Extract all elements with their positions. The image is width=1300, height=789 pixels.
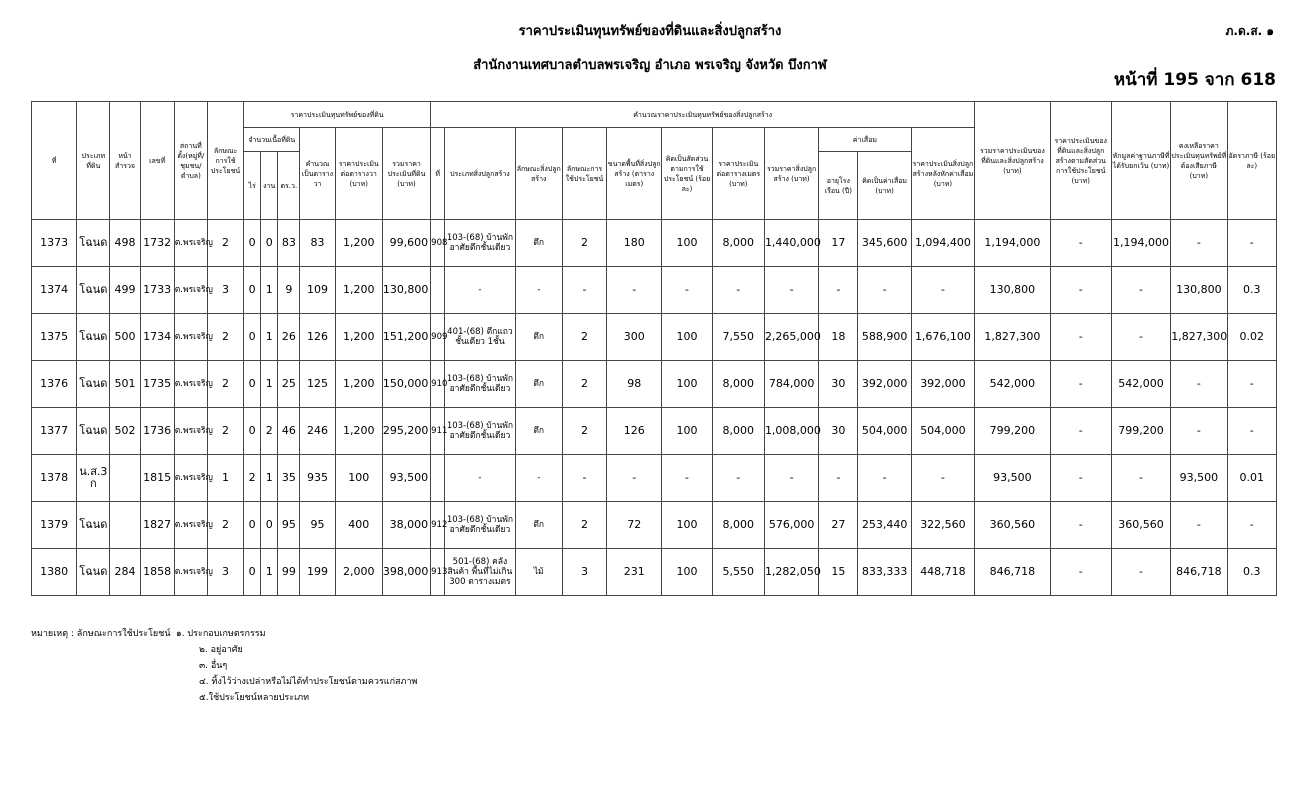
cell-ratio-value: - [1050,267,1111,314]
cell-ratio-value: - [1050,408,1111,455]
cell-b-ratio: 100 [662,361,712,408]
cell-age: 15 [819,549,858,596]
cell-b-total: 1,008,000 [764,408,818,455]
col-tax-rate: อัตราภาษี (ร้อยละ) [1227,102,1277,220]
cell-b-price: - [712,455,764,502]
cell-grand: 93,500 [975,455,1050,502]
cell-sqwa: 125 [300,361,335,408]
cell-b-ratio: 100 [662,314,712,361]
cell-land-total: 151,200 [382,314,430,361]
cell-location: ต.พรเจริญ [174,455,207,502]
cell-b-ratio: 100 [662,408,712,455]
cell-b-ratio: 100 [662,549,712,596]
cell-b-area: - [607,455,662,502]
cell-b-type: 501-(68) คลังสินค้า พื้นที่ไม่เกิน 300 ตารางเมตร [445,549,515,596]
cell-wa: 95 [278,502,300,549]
notes-label: หมายเหตุ : ลักษณะการใช้ประโยชน์ [31,629,171,639]
cell-location: ต.พรเจริญ [174,220,207,267]
table-row [32,267,1277,314]
cell-deduct: - [1111,267,1170,314]
cell-deed: 1827 [140,502,174,549]
cell-age: - [819,267,858,314]
cell-usage: 2 [207,220,243,267]
cell-sqwa: 199 [300,549,335,596]
cell-b-type: 103-(68) บ้านพักอาศัยตึกชั้นเดียว [445,220,515,267]
cell-usage: 2 [207,502,243,549]
cell-dep: 588,900 [858,314,911,361]
cell-land-total: 295,200 [382,408,430,455]
cell-after-dep: 1,676,100 [911,314,974,361]
cell-location: ต.พรเจริญ [174,267,207,314]
cell-b-area: 180 [607,220,662,267]
cell-wa: 25 [278,361,300,408]
cell-dep: 253,440 [858,502,911,549]
cell-after-dep: 322,560 [911,502,974,549]
cell-deed: 1732 [140,220,174,267]
cell-remaining: 846,718 [1171,549,1227,596]
cell-price: 1,200 [335,220,382,267]
cell-land-type: โฉนด [77,361,110,408]
cell-no: 1379 [32,502,77,549]
cell-land-total: 38,000 [382,502,430,549]
cell-location: ต.พรเจริญ [174,408,207,455]
cell-land-total: 130,800 [382,267,430,314]
cell-wa: 26 [278,314,300,361]
cell-b-price: 7,550 [712,314,764,361]
col-b-no: ที่ [431,128,445,220]
col-land-total: รวมราคาประเมินที่ดิน (บาท) [382,128,430,220]
cell-no: 1377 [32,408,77,455]
notes [31,626,417,706]
cell-b-total: 576,000 [764,502,818,549]
col-age: อายุโรงเรือน (ปี) [819,152,858,220]
cell-b-no: 913 [431,549,445,596]
cell-ratio-value: - [1050,314,1111,361]
cell-b-price: 8,000 [712,502,764,549]
report-subtitle: สำนักงานเทศบาลตำบลพรเจริญ อำเภอ พรเจริญ จังหวัด บึงกาฬ [473,58,827,73]
cell-ngan: 1 [261,314,278,361]
cell-b-type: 401-(68) ตึกแถวชั้นเดียว 1ชั้น [445,314,515,361]
cell-b-area: 126 [607,408,662,455]
cell-land-type: โฉนด [77,549,110,596]
note-item: ๓. อื่นๆ [199,661,228,671]
assessment-table [31,101,1277,596]
cell-land-total: 398,000 [382,549,430,596]
cell-grand: 846,718 [975,549,1050,596]
cell-rate: - [1227,220,1277,267]
note-item: ๑. ประกอบเกษตรกรรม [176,629,266,639]
cell-page: 284 [110,549,140,596]
cell-remaining: - [1171,502,1227,549]
cell-b-price: 8,000 [712,361,764,408]
cell-ngan: 1 [261,455,278,502]
col-b-usage: ลักษณะการใช้ประโยชน์ [562,128,606,220]
cell-ngan: 0 [261,502,278,549]
table-row [32,408,1277,455]
cell-dep: 504,000 [858,408,911,455]
cell-usage: 3 [207,549,243,596]
cell-price: 1,200 [335,408,382,455]
cell-b-area: 300 [607,314,662,361]
cell-deed: 1736 [140,408,174,455]
table-row [32,502,1277,549]
cell-ngan: 0 [261,220,278,267]
cell-dep: 833,333 [858,549,911,596]
cell-deed: 1733 [140,267,174,314]
cell-b-price: 5,550 [712,549,764,596]
cell-b-total: 2,265,000 [764,314,818,361]
cell-age: - [819,455,858,502]
col-dep-amount: คิดเป็นค่าเสื่อม (บาท) [858,152,911,220]
cell-page: 499 [110,267,140,314]
cell-land-type: โฉนด [77,314,110,361]
col-deed-no: เลขที่ [140,102,174,220]
cell-b-ratio: 100 [662,220,712,267]
cell-land-total: 93,500 [382,455,430,502]
cell-rai: 0 [244,361,261,408]
cell-deduct: 360,560 [1111,502,1170,549]
cell-no: 1378 [32,455,77,502]
cell-age: 27 [819,502,858,549]
cell-deed: 1734 [140,314,174,361]
cell-sqwa: 83 [300,220,335,267]
cell-dep: - [858,455,911,502]
cell-b-no: 908 [431,220,445,267]
col-b-type: ประเภทสิ่งปลูกสร้าง [445,128,515,220]
cell-b-kind: ตึก [515,408,562,455]
cell-b-kind: ไม้ [515,549,562,596]
col-b-ratio: คิดเป็นสัดส่วนตามการใช้ประโยชน์ (ร้อยละ) [662,128,712,220]
col-calc-sqwa: คำนวณเป็นตารางวา [300,128,335,220]
group-depreciation: ค่าเสื่อม [819,128,911,152]
cell-price: 2,000 [335,549,382,596]
page-number: หน้าที่ 195 จาก 618 [1113,70,1276,90]
cell-rate: - [1227,502,1277,549]
cell-grand: 130,800 [975,267,1050,314]
cell-sqwa: 95 [300,502,335,549]
cell-dep: 345,600 [858,220,911,267]
col-usage: ลักษณะการใช้ประโยชน์ [207,102,243,220]
cell-sqwa: 126 [300,314,335,361]
cell-after-dep: - [911,267,974,314]
cell-deed: 1815 [140,455,174,502]
cell-price: 400 [335,502,382,549]
col-b-after-dep: ราคาประเมินสิ่งปลูกสร้างหลังหักค่าเสื่อม (บาท) [911,128,974,220]
form-code: ภ.ด.ส. ๑ [1225,24,1274,38]
cell-b-no [431,455,445,502]
cell-page: 501 [110,361,140,408]
cell-dep: 392,000 [858,361,911,408]
cell-rate: 0.01 [1227,455,1277,502]
cell-no: 1376 [32,361,77,408]
cell-remaining: 93,500 [1171,455,1227,502]
cell-b-no: 912 [431,502,445,549]
cell-deduct: 542,000 [1111,361,1170,408]
cell-ngan: 1 [261,267,278,314]
cell-after-dep: 504,000 [911,408,974,455]
cell-rai: 0 [244,267,261,314]
cell-b-total: 784,000 [764,361,818,408]
cell-deduct: - [1111,455,1170,502]
cell-rai: 0 [244,220,261,267]
col-b-kind: ลักษณะสิ่งปลูกสร้าง [515,128,562,220]
cell-b-kind: ตึก [515,220,562,267]
cell-rate: 0.3 [1227,267,1277,314]
col-price-per-sqwa: ราคาประเมินต่อตารางวา (บาท) [335,128,382,220]
cell-b-usage: - [562,455,606,502]
cell-remaining: 1,827,300 [1171,314,1227,361]
cell-deduct: 1,194,000 [1111,220,1170,267]
cell-b-kind: ตึก [515,502,562,549]
cell-location: ต.พรเจริญ [174,314,207,361]
cell-b-type: - [445,267,515,314]
cell-wa: 99 [278,549,300,596]
cell-b-total: - [764,455,818,502]
cell-ratio-value: - [1050,549,1111,596]
cell-location: ต.พรเจริญ [174,549,207,596]
cell-page [110,502,140,549]
cell-ratio-value: - [1050,502,1111,549]
cell-price: 100 [335,455,382,502]
cell-wa: 46 [278,408,300,455]
cell-wa: 35 [278,455,300,502]
cell-usage: 2 [207,361,243,408]
table-row [32,361,1277,408]
cell-page [110,455,140,502]
cell-ngan: 1 [261,361,278,408]
col-location: สถานที่ตั้ง(หมู่ที่/ชุมชน/ตำบล) [174,102,207,220]
cell-b-kind: ตึก [515,361,562,408]
cell-rate: - [1227,408,1277,455]
cell-b-usage: - [562,267,606,314]
cell-b-ratio: - [662,455,712,502]
cell-wa: 83 [278,220,300,267]
col-ratio-value: ราคาประเมินของที่ดินและสิ่งปลูกสร้างตามสัดส่วนการใช้ประโยชน์ (บาท) [1050,102,1111,220]
cell-age: 18 [819,314,858,361]
cell-remaining: - [1171,408,1227,455]
cell-b-area: - [607,267,662,314]
cell-ngan: 2 [261,408,278,455]
cell-land-type: โฉนด [77,220,110,267]
cell-b-type: 103-(68) บ้านพักอาศัยตึกชั้นเดียว [445,361,515,408]
cell-b-total: 1,282,050 [764,549,818,596]
cell-b-total: - [764,267,818,314]
cell-deed: 1735 [140,361,174,408]
cell-sqwa: 246 [300,408,335,455]
group-building: คำนวณราคาประเมินทุนทรัพย์ของสิ่งปลูกสร้าง [431,102,975,128]
cell-rate: - [1227,361,1277,408]
cell-rai: 0 [244,408,261,455]
note-item: ๔. ทิ้งไว้ว่างเปล่าหรือไม่ได้ทำประโยชน์ตามควรแก่สภาพ [199,677,418,687]
cell-ratio-value: - [1050,455,1111,502]
cell-b-price: - [712,267,764,314]
cell-b-no: 911 [431,408,445,455]
col-deduct: หักมูลค่าฐานภาษีที่ได้รับยกเว้น (บาท) [1111,102,1170,220]
cell-no: 1380 [32,549,77,596]
cell-rai: 2 [244,455,261,502]
cell-b-no: 910 [431,361,445,408]
cell-b-area: 98 [607,361,662,408]
col-grand-total: รวมราคาประเมินของที่ดินและสิ่งปลูกสร้าง (บาท) [975,102,1050,220]
cell-deduct: 799,200 [1111,408,1170,455]
cell-after-dep: 1,094,400 [911,220,974,267]
cell-ratio-value: - [1050,220,1111,267]
col-no: ที่ [32,102,77,220]
cell-rate: 0.02 [1227,314,1277,361]
report-title: ราคาประเมินทุนทรัพย์ของที่ดินและสิ่งปลูกสร้าง [518,24,782,39]
cell-no: 1375 [32,314,77,361]
cell-grand: 1,827,300 [975,314,1050,361]
cell-grand: 542,000 [975,361,1050,408]
cell-b-type: - [445,455,515,502]
col-rai: ไร่ [244,152,261,220]
cell-sqwa: 935 [300,455,335,502]
cell-b-usage: 2 [562,314,606,361]
cell-land-total: 99,600 [382,220,430,267]
note-item: ๒. อยู่อาศัย [199,645,243,655]
col-b-total: รวมราคาสิ่งปลูกสร้าง (บาท) [764,128,818,220]
cell-b-price: 8,000 [712,408,764,455]
cell-land-total: 150,000 [382,361,430,408]
cell-b-area: 72 [607,502,662,549]
col-b-area: ขนาดพื้นที่สิ่งปลูกสร้าง (ตารางเมตร) [607,128,662,220]
cell-b-usage: 2 [562,408,606,455]
cell-land-type: โฉนด [77,502,110,549]
cell-wa: 9 [278,267,300,314]
group-area: จำนวนเนื้อที่ดิน [244,128,300,152]
cell-location: ต.พรเจริญ [174,361,207,408]
cell-b-kind: - [515,455,562,502]
col-wa: ตร.ว. [278,152,300,220]
cell-location: ต.พรเจริญ [174,502,207,549]
cell-b-type: 103-(68) บ้านพักอาศัยตึกชั้นเดียว [445,408,515,455]
cell-remaining: 130,800 [1171,267,1227,314]
cell-grand: 799,200 [975,408,1050,455]
cell-deduct: - [1111,549,1170,596]
col-remaining: คงเหลือราคาประเมินทุนทรัพย์ที่ต้องเสียภาษี (บาท) [1171,102,1227,220]
cell-usage: 1 [207,455,243,502]
cell-b-kind: - [515,267,562,314]
col-ngan: งาน [261,152,278,220]
table-row [32,220,1277,267]
cell-remaining: - [1171,220,1227,267]
cell-no: 1374 [32,267,77,314]
cell-page: 502 [110,408,140,455]
cell-rai: 0 [244,314,261,361]
table-row [32,455,1277,502]
cell-page: 500 [110,314,140,361]
cell-b-no: 909 [431,314,445,361]
col-survey-page: หน้าสำรวจ [110,102,140,220]
cell-b-ratio: - [662,267,712,314]
cell-price: 1,200 [335,314,382,361]
cell-page: 498 [110,220,140,267]
cell-grand: 1,194,000 [975,220,1050,267]
group-land: ราคาประเมินทุนทรัพย์ของที่ดิน [244,102,431,128]
cell-b-usage: 2 [562,502,606,549]
cell-usage: 2 [207,314,243,361]
cell-price: 1,200 [335,267,382,314]
table-row [32,314,1277,361]
cell-age: 30 [819,361,858,408]
cell-no: 1373 [32,220,77,267]
cell-price: 1,200 [335,361,382,408]
table-row [32,549,1277,596]
cell-land-type: น.ส.3 ก [77,455,110,502]
cell-rate: 0.3 [1227,549,1277,596]
cell-b-usage: 2 [562,361,606,408]
cell-ratio-value: - [1050,361,1111,408]
col-land-type: ประเภทที่ดิน [77,102,110,220]
cell-b-usage: 2 [562,220,606,267]
col-b-price-per-sqm: ราคาประเมินต่อตารางเมตร (บาท) [712,128,764,220]
cell-remaining: - [1171,361,1227,408]
cell-b-type: 103-(68) บ้านพักอาศัยตึกชั้นเดียว [445,502,515,549]
cell-dep: - [858,267,911,314]
cell-after-dep: 392,000 [911,361,974,408]
cell-b-price: 8,000 [712,220,764,267]
cell-land-type: โฉนด [77,408,110,455]
note-item: ๕.ใช้ประโยชน์หลายประเภท [199,693,310,703]
cell-ngan: 1 [261,549,278,596]
cell-land-type: โฉนด [77,267,110,314]
cell-b-total: 1,440,000 [764,220,818,267]
cell-sqwa: 109 [300,267,335,314]
cell-after-dep: - [911,455,974,502]
cell-age: 17 [819,220,858,267]
cell-usage: 2 [207,408,243,455]
cell-b-ratio: 100 [662,502,712,549]
cell-after-dep: 448,718 [911,549,974,596]
cell-usage: 3 [207,267,243,314]
cell-b-no [431,267,445,314]
cell-rai: 0 [244,502,261,549]
cell-b-area: 231 [607,549,662,596]
cell-deed: 1858 [140,549,174,596]
cell-deduct: - [1111,314,1170,361]
cell-rai: 0 [244,549,261,596]
cell-b-usage: 3 [562,549,606,596]
cell-grand: 360,560 [975,502,1050,549]
cell-b-kind: ตึก [515,314,562,361]
cell-age: 30 [819,408,858,455]
